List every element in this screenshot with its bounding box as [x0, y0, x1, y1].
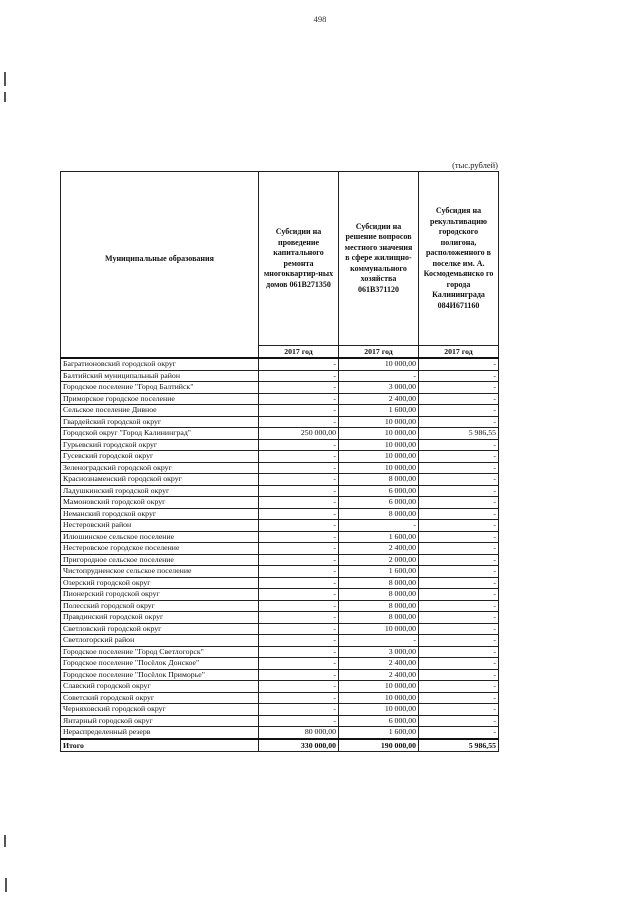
header-landfill-recultivation: Субсидия на рекультивацию городского полигона, расположенного в поселке им. А. Космодемьянско го города Калининграда 084И671160	[419, 172, 499, 346]
table-row	[61, 566, 499, 578]
amount-cell: 5 986,55	[419, 428, 499, 440]
table-row	[61, 485, 499, 497]
year-col-1: 2017 год	[259, 346, 339, 359]
subsidy-table	[60, 171, 499, 752]
amount-cell: -	[339, 370, 419, 382]
amount-cell: 8 000,00	[339, 600, 419, 612]
municipality-name: Приморское городское поселение	[61, 393, 259, 405]
amount-cell: -	[339, 635, 419, 647]
table-row	[61, 405, 499, 417]
amount-cell: -	[419, 669, 499, 681]
amount-cell: 10 000,00	[339, 358, 419, 370]
municipality-name: Советский городской округ	[61, 692, 259, 704]
amount-cell: 10 000,00	[339, 704, 419, 716]
amount-cell: -	[259, 405, 339, 417]
table-header-row	[61, 172, 499, 346]
amount-cell: 10 000,00	[339, 439, 419, 451]
year-col-2: 2017 год	[339, 346, 419, 359]
table-row	[61, 497, 499, 509]
municipality-name: Краснознаменский городской округ	[61, 474, 259, 486]
table-row	[61, 658, 499, 670]
table-row	[61, 439, 499, 451]
amount-cell: -	[419, 692, 499, 704]
municipality-name: Городской округ "Город Калининград"	[61, 428, 259, 440]
municipality-name: Зеленоградский городской округ	[61, 462, 259, 474]
table-row	[61, 451, 499, 463]
amount-cell: -	[419, 577, 499, 589]
amount-cell: -	[419, 600, 499, 612]
municipality-name: Полесский городской округ	[61, 600, 259, 612]
table-row	[61, 704, 499, 716]
amount-cell: -	[259, 646, 339, 658]
amount-cell: 3 000,00	[339, 646, 419, 658]
amount-cell: 8 000,00	[339, 474, 419, 486]
header-municipalities: Муниципальные образования	[61, 172, 259, 346]
scan-edge-mark	[5, 878, 7, 892]
amount-cell: -	[419, 358, 499, 370]
units-label: (тыс.рублей)	[452, 160, 498, 170]
amount-cell: -	[419, 566, 499, 578]
amount-cell: 8 000,00	[339, 589, 419, 601]
municipality-name: Славский городской округ	[61, 681, 259, 693]
amount-cell: -	[259, 543, 339, 555]
amount-cell: -	[419, 543, 499, 555]
municipality-name: Городское поселение "Посёлок Донское"	[61, 658, 259, 670]
amount-cell: -	[259, 382, 339, 394]
amount-cell: -	[259, 474, 339, 486]
amount-cell: -	[259, 554, 339, 566]
table-row	[61, 612, 499, 624]
table-row	[61, 715, 499, 727]
municipality-name: Правдинский городской округ	[61, 612, 259, 624]
amount-cell: -	[419, 497, 499, 509]
total-landfill: 5 986,55	[419, 739, 499, 752]
municipality-name: Илюшинское сельское поселение	[61, 531, 259, 543]
amount-cell: 1 600,00	[339, 727, 419, 739]
table-row	[61, 669, 499, 681]
table-row	[61, 635, 499, 647]
amount-cell: -	[259, 566, 339, 578]
amount-cell: -	[259, 508, 339, 520]
amount-cell: -	[259, 692, 339, 704]
header-capital-repair: Субсидии на проведение капитального ремонта многоквартир-ных домов 061В271350	[259, 172, 339, 346]
amount-cell: -	[419, 451, 499, 463]
amount-cell: -	[419, 370, 499, 382]
table-row	[61, 462, 499, 474]
amount-cell: 2 400,00	[339, 393, 419, 405]
municipality-name: Нераспределенный резерв	[61, 727, 259, 739]
scan-edge-mark	[4, 835, 6, 847]
amount-cell: -	[419, 727, 499, 739]
amount-cell: -	[419, 658, 499, 670]
amount-cell: 250 000,00	[259, 428, 339, 440]
amount-cell: -	[259, 520, 339, 532]
table-row	[61, 543, 499, 555]
municipality-name: Городское поселение "Город Светлогорск"	[61, 646, 259, 658]
amount-cell: 1 600,00	[339, 405, 419, 417]
amount-cell: 3 000,00	[339, 382, 419, 394]
amount-cell: -	[259, 658, 339, 670]
amount-cell: 10 000,00	[339, 692, 419, 704]
amount-cell: -	[259, 416, 339, 428]
amount-cell: 6 000,00	[339, 485, 419, 497]
municipality-name: Сельское поселение Дивное	[61, 405, 259, 417]
amount-cell: 1 600,00	[339, 531, 419, 543]
amount-cell: -	[419, 704, 499, 716]
table-row	[61, 589, 499, 601]
table-row	[61, 623, 499, 635]
amount-cell: -	[259, 577, 339, 589]
table-row	[61, 600, 499, 612]
municipality-name: Светловский городской округ	[61, 623, 259, 635]
table-row	[61, 370, 499, 382]
amount-cell: -	[419, 462, 499, 474]
table-row	[61, 531, 499, 543]
amount-cell: -	[419, 416, 499, 428]
table-row	[61, 358, 499, 370]
table-row	[61, 727, 499, 739]
table-row	[61, 474, 499, 486]
table-year-row	[61, 346, 499, 359]
amount-cell: 1 600,00	[339, 566, 419, 578]
table-row	[61, 577, 499, 589]
table-row	[61, 382, 499, 394]
year-blank-cell	[61, 346, 259, 359]
amount-cell: 10 000,00	[339, 428, 419, 440]
scan-edge-mark	[4, 92, 6, 102]
year-col-3: 2017 год	[419, 346, 499, 359]
amount-cell: -	[419, 474, 499, 486]
amount-cell: 10 000,00	[339, 416, 419, 428]
amount-cell: 8 000,00	[339, 612, 419, 624]
municipality-name: Городское поселение "Город Балтийск"	[61, 382, 259, 394]
amount-cell: -	[259, 600, 339, 612]
table-row	[61, 681, 499, 693]
amount-cell: 10 000,00	[339, 451, 419, 463]
amount-cell: 8 000,00	[339, 577, 419, 589]
amount-cell: 2 400,00	[339, 543, 419, 555]
municipality-name: Багратионовский городской округ	[61, 358, 259, 370]
municipality-name: Пионерский городской округ	[61, 589, 259, 601]
amount-cell: 2 000,00	[339, 554, 419, 566]
municipality-name: Чистопрудненское сельское поселение	[61, 566, 259, 578]
amount-cell: -	[419, 715, 499, 727]
amount-cell: -	[259, 704, 339, 716]
amount-cell: -	[259, 439, 339, 451]
amount-cell: 10 000,00	[339, 462, 419, 474]
amount-cell: -	[259, 393, 339, 405]
amount-cell: 8 000,00	[339, 508, 419, 520]
amount-cell: -	[419, 393, 499, 405]
amount-cell: -	[259, 635, 339, 647]
municipality-name: Нестеровское городское поселение	[61, 543, 259, 555]
amount-cell: 10 000,00	[339, 681, 419, 693]
municipality-name: Озерский городской округ	[61, 577, 259, 589]
amount-cell: -	[419, 623, 499, 635]
amount-cell: -	[339, 520, 419, 532]
municipality-name: Черняховский городской округ	[61, 704, 259, 716]
table-row	[61, 393, 499, 405]
amount-cell: 2 400,00	[339, 658, 419, 670]
amount-cell: -	[259, 589, 339, 601]
municipality-name: Янтарный городской округ	[61, 715, 259, 727]
municipality-name: Гурьевский городской округ	[61, 439, 259, 451]
page-number: 498	[313, 14, 327, 24]
table-body	[61, 358, 499, 739]
amount-cell: -	[419, 635, 499, 647]
amount-cell: -	[419, 554, 499, 566]
amount-cell: -	[259, 485, 339, 497]
amount-cell: 6 000,00	[339, 715, 419, 727]
amount-cell: -	[419, 508, 499, 520]
amount-cell: -	[419, 612, 499, 624]
amount-cell: -	[419, 520, 499, 532]
amount-cell: -	[419, 485, 499, 497]
municipality-name: Светлогорский район	[61, 635, 259, 647]
municipality-name: Балтийский муниципальный район	[61, 370, 259, 382]
amount-cell: -	[259, 623, 339, 635]
table-row	[61, 508, 499, 520]
table-row	[61, 646, 499, 658]
amount-cell: -	[259, 531, 339, 543]
amount-cell: -	[259, 462, 339, 474]
scan-edge-mark	[4, 72, 6, 86]
amount-cell: -	[419, 589, 499, 601]
total-label: Итого	[61, 739, 259, 752]
municipality-name: Гвардейский городской округ	[61, 416, 259, 428]
municipality-name: Неманский городской округ	[61, 508, 259, 520]
municipality-name: Мамоновский городской округ	[61, 497, 259, 509]
amount-cell: 2 400,00	[339, 669, 419, 681]
amount-cell: -	[259, 669, 339, 681]
amount-cell: -	[259, 451, 339, 463]
total-capital-repair: 330 000,00	[259, 739, 339, 752]
amount-cell: -	[419, 405, 499, 417]
table-row	[61, 692, 499, 704]
table-row	[61, 428, 499, 440]
amount-cell: -	[259, 715, 339, 727]
amount-cell: -	[259, 358, 339, 370]
table-total-row	[61, 739, 499, 752]
table-row	[61, 554, 499, 566]
amount-cell: -	[259, 681, 339, 693]
amount-cell: -	[419, 681, 499, 693]
municipality-name: Нестеровский район	[61, 520, 259, 532]
amount-cell: 10 000,00	[339, 623, 419, 635]
municipality-name: Пригородное сельское поселение	[61, 554, 259, 566]
municipality-name: Ладушкинский городской округ	[61, 485, 259, 497]
municipality-name: Городское поселение "Посёлок Приморье"	[61, 669, 259, 681]
amount-cell: -	[419, 646, 499, 658]
amount-cell: -	[259, 612, 339, 624]
amount-cell: -	[419, 531, 499, 543]
amount-cell: 6 000,00	[339, 497, 419, 509]
amount-cell: -	[419, 382, 499, 394]
table-row	[61, 520, 499, 532]
amount-cell: -	[259, 497, 339, 509]
amount-cell: 80 000,00	[259, 727, 339, 739]
header-housing-utilities: Субсидии на решение вопросов местного значения в сфере жилищно-коммунального хозяйства 061В371120	[339, 172, 419, 346]
amount-cell: -	[259, 370, 339, 382]
amount-cell: -	[419, 439, 499, 451]
municipality-name: Гусевский городской округ	[61, 451, 259, 463]
table-row	[61, 416, 499, 428]
total-housing-utilities: 190 000,00	[339, 739, 419, 752]
